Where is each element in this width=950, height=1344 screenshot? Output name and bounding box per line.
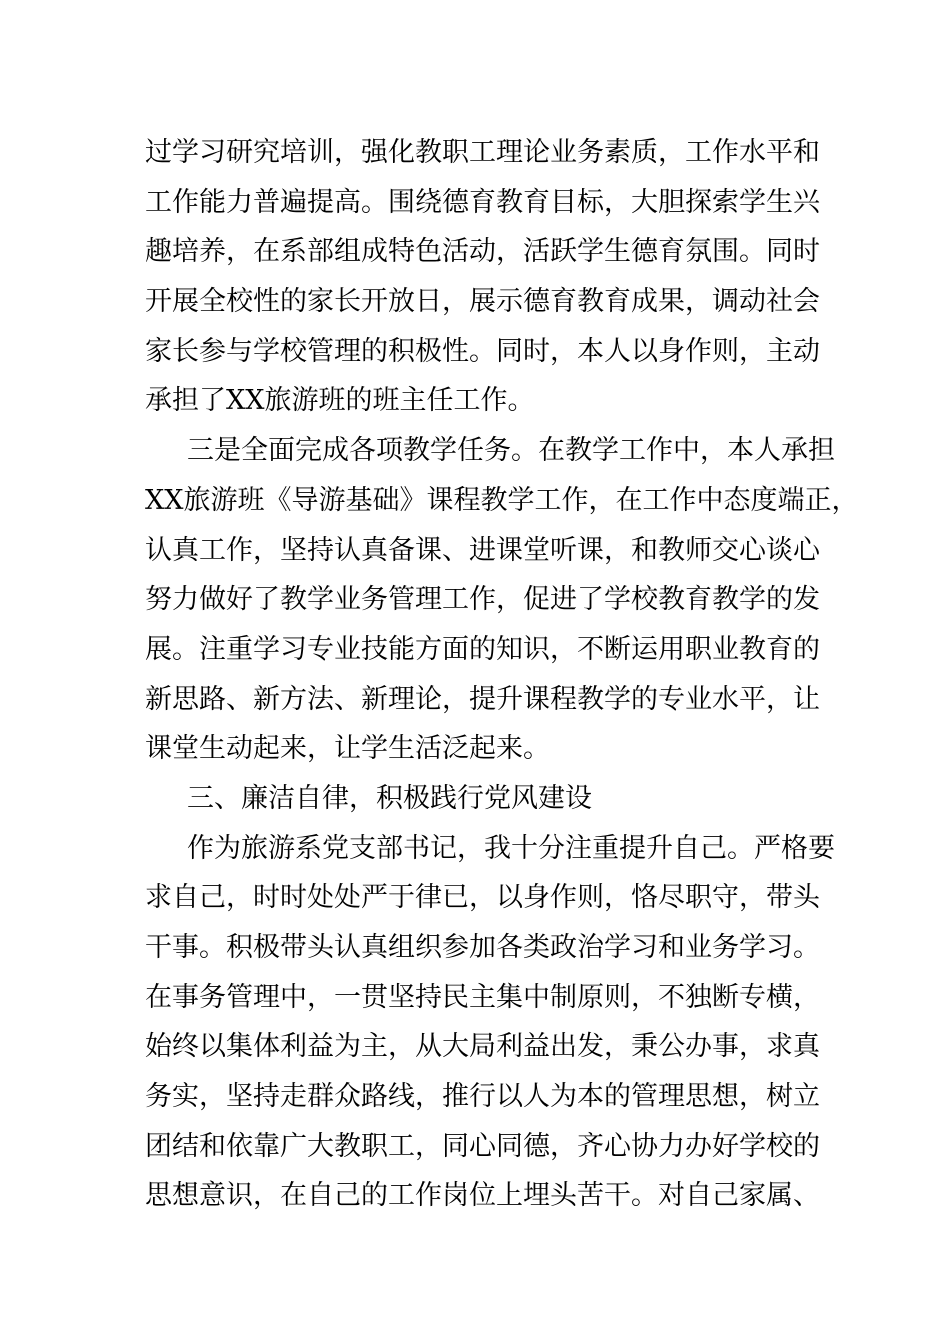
text-line: 开展全校性的家长开放日，展示德育教育成果，调动社会	[145, 286, 820, 318]
text-line: 努力做好了教学业务管理工作，促进了学校教育教学的发	[145, 584, 820, 616]
text-line: 家长参与学校管理的积极性。同时，本人以身作则，主动	[145, 335, 820, 367]
body-text	[145, 128, 859, 1221]
text-line: 干事。积极带头认真组织参加各类政治学习和业务学习。	[145, 932, 820, 963]
text-line: 求自己，时时处处严于律已，以身作则，恪尽职守，带头	[145, 882, 820, 914]
text-line: 趣培养，在系部组成特色活动，活跃学生德育氛围。同时	[145, 236, 820, 268]
text-line: 课堂生动起来，让学生活泛起来。	[145, 733, 550, 765]
text-line: 新思路、新方法、新理论，提升课程教学的专业水平，让	[145, 683, 820, 715]
text-line: 展。注重学习专业技能方面的知识，不断运用职业教育的	[145, 633, 820, 665]
text-line: 工作能力普遍提高。围绕德育教育目标，大胆探索学生兴	[145, 186, 820, 218]
text-line: 作为旅游系党支部书记，我十分注重提升自己。严格要	[187, 832, 835, 864]
text-line: 思想意识，在自己的工作岗位上埋头苦干。对自己家属、	[145, 1180, 820, 1212]
section-heading: 三、廉洁自律，积极践行党风建设	[187, 782, 592, 814]
text-line: XX旅游班《导游基础》课程教学工作，在工作中态度端正，	[145, 484, 859, 516]
text-line: 团结和依靠广大教职工，同心同德，齐心协力办好学校的	[145, 1130, 820, 1162]
text-line: 过学习研究培训，强化教职工理论业务素质，工作水平和	[145, 137, 820, 168]
text-line: 在事务管理中，一贯坚持民主集中制原则，不独断专横，	[145, 981, 820, 1013]
text-line: 认真工作，坚持认真备课、进课堂听课，和教师交心谈心	[145, 534, 820, 566]
text-line: 承担了XX旅游班的班主任工作。	[145, 385, 535, 417]
text-line: 三是全面完成各项教学任务。在教学工作中，本人承担	[187, 435, 835, 467]
text-line: 务实，坚持走群众路线，推行以人为本的管理思想，树立	[145, 1081, 820, 1113]
text-line: 始终以集体利益为主，从大局利益出发，秉公办事，求真	[145, 1031, 820, 1063]
